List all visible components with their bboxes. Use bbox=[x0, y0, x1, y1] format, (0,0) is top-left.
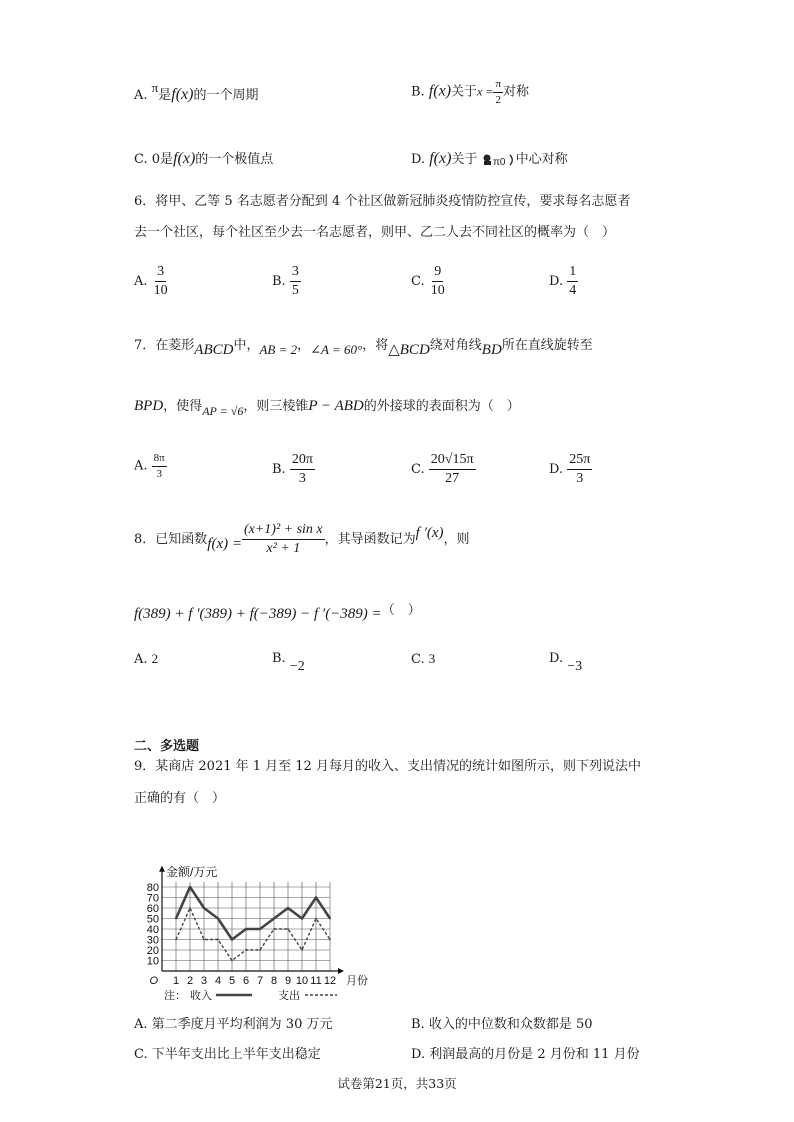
x-tick-label: 12 bbox=[323, 975, 337, 987]
y-tick-label: 40 bbox=[146, 924, 159, 936]
x-tick-label: 7 bbox=[256, 975, 264, 987]
q7-stem-line1: 7．在菱形ABCD中，AB = 2，∠A = 60°，将△BCD绕对角线BD所在直线旋转至 bbox=[134, 338, 593, 358]
data-point bbox=[175, 918, 177, 920]
data-point bbox=[231, 960, 233, 962]
q7-option-c: C. $\frac{20√15\pi}{27}$ bbox=[411, 452, 474, 487]
data-point bbox=[203, 907, 205, 909]
q6-stem-line1: 6．将甲、乙等 5 名志愿者分配到 4 个社区做新冠肺炎疫情防控宣传，要求每名志愿者 bbox=[134, 194, 631, 209]
series-line-expense bbox=[176, 908, 330, 961]
data-point bbox=[189, 907, 191, 909]
pi-symbol: π bbox=[151, 80, 159, 95]
q6-option-d: D. $\frac{1}{4}$ bbox=[549, 264, 577, 299]
x-tick-label: 1 bbox=[172, 975, 180, 987]
q9-option-c: C. 下半年支出比上半年支出稳定 bbox=[134, 1047, 321, 1062]
q5-option-a: A. π是f(x)的一个周期 bbox=[134, 80, 259, 103]
y-axis-label: 金额/万元 bbox=[166, 864, 218, 879]
data-point bbox=[217, 918, 219, 920]
x-tick-label: 10 bbox=[295, 975, 309, 987]
q9-option-d: D. 利润最高的月份是 2 月份和 11 月份 bbox=[411, 1047, 640, 1062]
q6-stem-line2: 去一个社区，每个社区至少去一名志愿者，则甲、乙二人去不同社区的概率为（ ） bbox=[134, 225, 616, 240]
q6-option-a: A. $\frac{3}{10}$ bbox=[134, 264, 168, 299]
x-tick-label: 11 bbox=[310, 975, 322, 987]
data-point bbox=[315, 918, 317, 920]
data-point bbox=[287, 907, 289, 909]
pi-over-2-fraction: $\frac{\pi}{2}$ bbox=[495, 78, 502, 106]
legend-prefix: 注： bbox=[164, 990, 186, 1000]
data-point bbox=[245, 928, 247, 930]
y-axis-arrow-icon bbox=[159, 866, 165, 872]
page-footer: 试卷第21页，共33页 bbox=[337, 1076, 457, 1091]
q8-option-d: D. −3 bbox=[549, 651, 583, 674]
y-tick-label: 80 bbox=[146, 882, 159, 894]
data-point bbox=[217, 939, 219, 941]
data-point bbox=[315, 897, 317, 899]
x-axis-arrow-icon bbox=[338, 968, 344, 974]
q8-option-a: A. 2 bbox=[134, 651, 159, 667]
data-point bbox=[329, 918, 331, 920]
data-point bbox=[203, 939, 205, 941]
data-point bbox=[189, 886, 191, 888]
q8-option-c: C. 3 bbox=[411, 651, 436, 667]
q6-option-b: B. $\frac{3}{5}$ bbox=[272, 264, 299, 299]
x-tick-label: 6 bbox=[242, 975, 250, 987]
q8-stem-line1: 8．已知函数f(x) = $\frac{\text{(x+1)² + sin x}}{\text{x² + 1}}$ ，其导函数记为f ′(x)，则 bbox=[134, 522, 470, 557]
y-tick-label: 30 bbox=[146, 934, 159, 947]
x-tick-label: 3 bbox=[200, 975, 208, 987]
data-point bbox=[259, 949, 261, 951]
origin-label: O bbox=[149, 975, 158, 987]
q8-function-fraction: $\frac{\text{(x+1)² + sin x}}{\text{x² + 1}}$ bbox=[243, 522, 323, 557]
x-tick-label: 5 bbox=[228, 975, 236, 987]
legend-label-expense: 支出 bbox=[278, 990, 300, 1000]
y-tick-label: 60 bbox=[146, 903, 159, 915]
q9-option-b: B. 收入的中位数和众数都是 50 bbox=[411, 1017, 593, 1032]
x-tick-label: 2 bbox=[186, 975, 194, 987]
x-axis-label: 月份 bbox=[346, 975, 368, 987]
series-line-income bbox=[176, 887, 330, 940]
x-tick-label: 8 bbox=[270, 975, 278, 987]
broken-formula-image-icon bbox=[482, 152, 516, 168]
x-tick-label: 9 bbox=[284, 975, 292, 987]
y-tick-label: 70 bbox=[146, 892, 159, 905]
data-point bbox=[287, 928, 289, 930]
income-expense-line-chart bbox=[138, 808, 398, 1000]
data-point bbox=[259, 928, 261, 930]
legend-label-income: 收入 bbox=[190, 990, 212, 1000]
data-point bbox=[175, 939, 177, 941]
q5-option-b: B. f(x)关于x = $\frac{\pi}{2}$ 对称 bbox=[411, 78, 530, 106]
svg-text:π0: π0 bbox=[492, 156, 506, 168]
y-tick-label: 10 bbox=[146, 955, 159, 968]
q8-stem-line2: f(389) + f ′(389) + f(−389) − f ′(−389) =（ ） bbox=[134, 603, 421, 622]
data-point bbox=[273, 918, 275, 920]
q6-option-c: C. $\frac{9}{10}$ bbox=[411, 264, 445, 299]
data-point bbox=[245, 949, 247, 951]
data-point bbox=[329, 939, 331, 941]
q5-option-d: D. f(x)关于 π0 中心对称 bbox=[411, 150, 568, 168]
data-point bbox=[301, 949, 303, 951]
q8-option-b: B. −2 bbox=[272, 651, 305, 674]
data-point bbox=[301, 918, 303, 920]
q9-stem-line1: 9．某商店 2021 年 1 月至 12 月每月的收入、支出情况的统计如图所示，则下列说法中 bbox=[134, 759, 641, 774]
y-tick-label: 20 bbox=[146, 945, 159, 957]
q7-stem-line2: BPD，使得AP = √6，则三棱锥P − ABD的外接球的表面积为（ ） bbox=[134, 398, 520, 418]
q9-stem-line2: 正确的有（ ） bbox=[134, 791, 226, 806]
q5-option-c: C. 0是f(x)的一个极值点 bbox=[134, 150, 274, 167]
data-point bbox=[231, 939, 233, 941]
y-tick-label: 50 bbox=[146, 913, 159, 926]
q9-option-a: A. 第二季度月平均利润为 30 万元 bbox=[134, 1017, 333, 1032]
data-point bbox=[273, 928, 275, 930]
section-title-multiple-choice: 二、多选题 bbox=[134, 739, 200, 754]
q7-option-b: B. $\frac{20\pi}{3}$ bbox=[272, 452, 313, 487]
q7-option-a: A. $\frac{8\pi}{3}$ bbox=[134, 452, 165, 480]
q7-option-d: D. $\frac{25\pi}{3}$ bbox=[549, 452, 591, 487]
x-tick-label: 4 bbox=[214, 975, 222, 987]
